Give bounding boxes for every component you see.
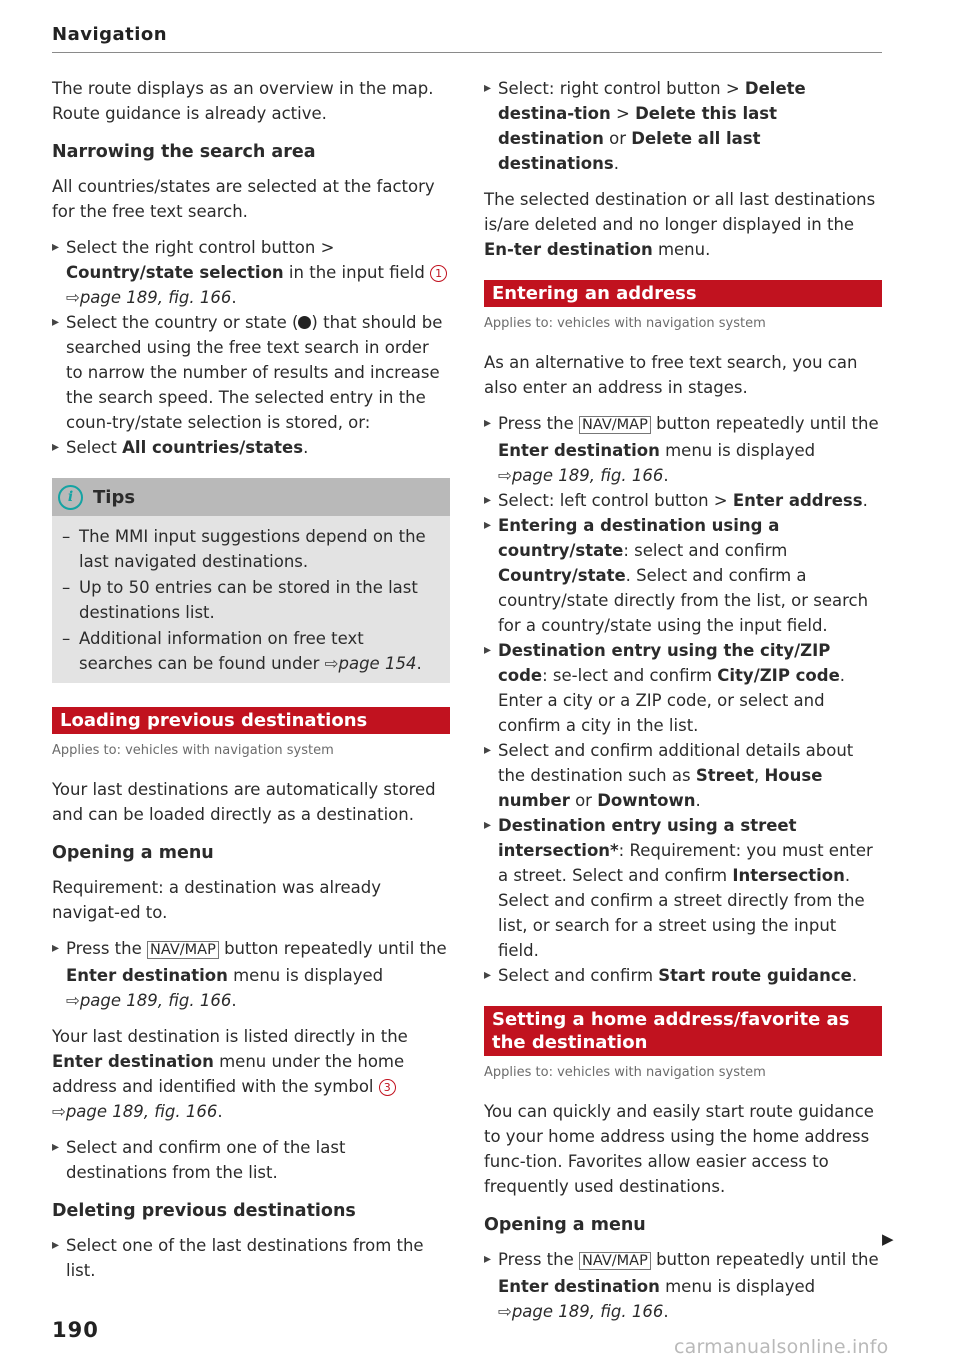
page-header [52,24,882,53]
callout-marker: 1 [430,265,447,282]
entering-para: As an alternative to free text search, you can also enter an address in stages. [484,353,858,397]
deleted-para: The selected destination or all last destinations is/are deleted and no longer displayed in the En-ter destination menu. [484,190,876,259]
applies-note: Applies to: vehicles with navigation system [484,1065,766,1080]
applies-note: Applies to: vehicles with navigation system [52,743,334,758]
step: ▸ Press the NAV/MAP button repeatedly until the Enter destination menu is displayed ⇨page 189, fig. 166. [484,1247,882,1324]
footer-watermark: carmanualsonline.info [674,1336,889,1358]
continue-arrow-icon: ▶ [882,1230,894,1248]
step: ▸ Destination entry using a street intersection*: Requirement: you must enter a street. Select and confirm Intersection. Select and confirm a street directly from the list, or search for a street using the input field. [484,813,882,963]
tip-item: – The MMI input suggestions depend on the last navigated destinations. [62,524,442,574]
page-reference[interactable]: ⇨page 189, fig. 166 [498,1302,664,1321]
step: ▸ Select and confirm Start route guidance. [484,963,882,988]
intro-text: The route displays as an overview in the map. Route guidance is already active. [52,79,434,123]
page-number: 190 [52,1318,99,1342]
step: ▸ Select the right control button > Country/state selection in the input field 1 ⇨page 189, fig. 166. [52,235,450,310]
step: ▸ Destination entry using the city/ZIP code: se-lect and confirm City/ZIP code. Enter a city or a ZIP code, or select and confirm a city in the list. [484,638,882,738]
right-column [484,76,882,1335]
opening-steps [52,936,450,1013]
tip-item: – Additional information on free text searches can be found under ⇨page 154. [62,626,442,676]
narrowing-heading: Narrowing the search area [52,142,316,162]
step: ▸ Select All countries/states. [52,435,450,460]
page-reference[interactable]: ⇨page 189, fig. 166 [66,991,232,1010]
step: ▸ Select: right control button > Delete destina-tion > Delete this last destination or Delete all last destinations. [484,76,882,176]
narrowing-para: All countries/states are selected at the factory for the free text search. [52,177,435,221]
step: ▸ Press the NAV/MAP button repeatedly until the Enter destination menu is displayed ⇨page 189, fig. 166. [52,936,450,1013]
tips-body [52,516,450,683]
loading-para: Your last destinations are automatically stored and can be loaded directly as a destination. [52,780,436,824]
page-reference[interactable]: ⇨page 189, fig. 166 [52,1102,218,1121]
entering-steps [484,411,882,988]
home-opening-heading: Opening a menu [484,1215,646,1235]
step: ▸ Select and confirm additional details about the destination such as Street, House number or Downtown. [484,738,882,813]
step: ▸ Press the NAV/MAP button repeatedly until the Enter destination menu is displayed ⇨page 189, fig. 166. [484,411,882,488]
tip-item: – Up to 50 entries can be stored in the last destinations list. [62,575,442,625]
page-reference[interactable]: ⇨page 154 [324,654,417,673]
last-destination-para: Your last destination is listed directly in the Enter destination menu under the home address and identified with the symbol 3 ⇨page 189, fig. 166. [52,1027,408,1121]
left-column [52,76,450,1294]
tips-header: i Tips [52,478,450,516]
tips-box [52,478,450,683]
step: ▸ Entering a destination using a country/state: select and confirm Country/state. Select and confirm a country/state directly from the list, or search for a country/state using the input field. [484,513,882,638]
requirement-text: Requirement: a destination was already navigat-ed to. [52,878,382,922]
nav-map-button-label: NAV/MAP [147,941,219,959]
page-reference[interactable]: ⇨page 189, fig. 166 [66,288,232,307]
applies-note: Applies to: vehicles with navigation system [484,316,766,331]
deleting-heading: Deleting previous destinations [52,1201,356,1221]
section-title: Navigation [52,24,168,45]
step: ▸ Select one of the last destinations from the list. [52,1233,450,1283]
step: ▸ Select: left control button > Enter address. [484,488,882,513]
step: ▸ Select the country or state ( ) that should be searched using the free text search in order to narrow the number of results and increase the search speed. The selected entry in the coun-try/state selection is stored, or: [52,310,450,435]
entering-section-title: Entering an address [484,280,882,307]
nav-map-button-label: NAV/MAP [579,416,651,434]
selected-dot-icon [298,316,311,329]
narrowing-steps [52,235,450,460]
info-icon: i [58,485,83,510]
home-section-title: Setting a home address/favorite as the destination [484,1006,882,1056]
loading-section-title: Loading previous destinations [52,707,450,734]
page-reference[interactable]: ⇨page 189, fig. 166 [498,466,664,485]
callout-marker: 3 [379,1079,396,1096]
opening-heading: Opening a menu [52,843,214,863]
home-para: You can quickly and easily start route guidance to your home address using the home address func-tion. Favorites allow easier access to frequently used destinations. [484,1102,874,1196]
nav-map-button-label: NAV/MAP [579,1252,651,1270]
step: ▸ Select and confirm one of the last destinations from the list. [52,1135,450,1185]
